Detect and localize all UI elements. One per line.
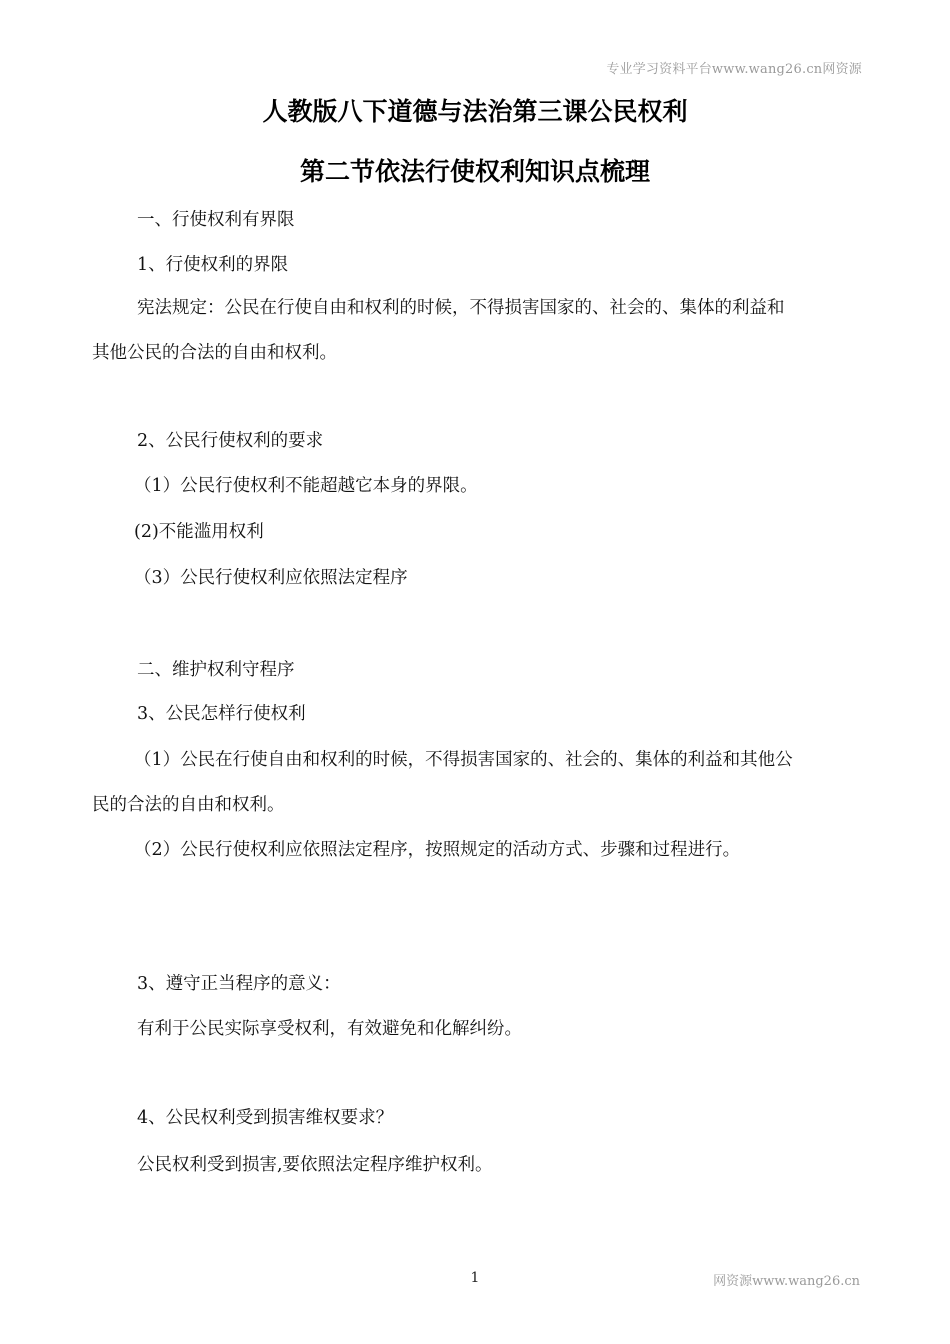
document-subtitle: 第二节依法行使权利知识点梳理 <box>299 157 650 186</box>
list-item: （3）公民行使权利应依照法定程序 <box>134 568 408 588</box>
header-watermark-text: 专业学习资料平台www.wang26.cn网资源 <box>606 62 862 77</box>
list-item: （1）公民在行使自由和权利的时候，不得损害国家的、社会的、集体的利益和其他公 <box>134 750 793 770</box>
paragraph-line: 公民权利受到损害,要依照法定程序维护权利。 <box>137 1155 493 1175</box>
item-heading-3: 3、公民怎样行使权利 <box>137 704 306 724</box>
item-heading-2: 2、公民行使权利的要求 <box>137 431 324 451</box>
item-heading-1: 1、行使权利的界限 <box>137 255 289 275</box>
section-heading-1: 一、行使权利有界限 <box>137 210 295 230</box>
list-item: （1）公民行使权利不能超越它本身的界限。 <box>134 476 478 496</box>
section-heading-2: 二、维护权利守程序 <box>137 660 295 680</box>
paragraph-line: 其他公民的合法的自由和权利。 <box>92 343 337 363</box>
paragraph-line: 有利于公民实际享受权利，有效避免和化解纠纷。 <box>137 1019 522 1039</box>
footer-watermark-text: 网资源www.wang26.cn <box>713 1274 860 1289</box>
list-item: （2）公民行使权利应依照法定程序，按照规定的活动方式、步骤和过程进行。 <box>134 840 741 860</box>
item-heading-3b: 3、遵守正当程序的意义： <box>137 974 341 994</box>
document-title: 人教版八下道德与法治第三课公民权利 <box>262 97 688 126</box>
paragraph-line: 民的合法的自由和权利。 <box>92 795 285 815</box>
item-heading-4: 4、公民权利受到损害维权要求？ <box>137 1108 394 1128</box>
paragraph-line: 宪法规定：公民在行使自由和权利的时候，不得损害国家的、社会的、集体的利益和 <box>137 298 785 318</box>
list-item: (2)不能滥用权利 <box>134 522 264 542</box>
page-number: 1 <box>470 1270 480 1286</box>
